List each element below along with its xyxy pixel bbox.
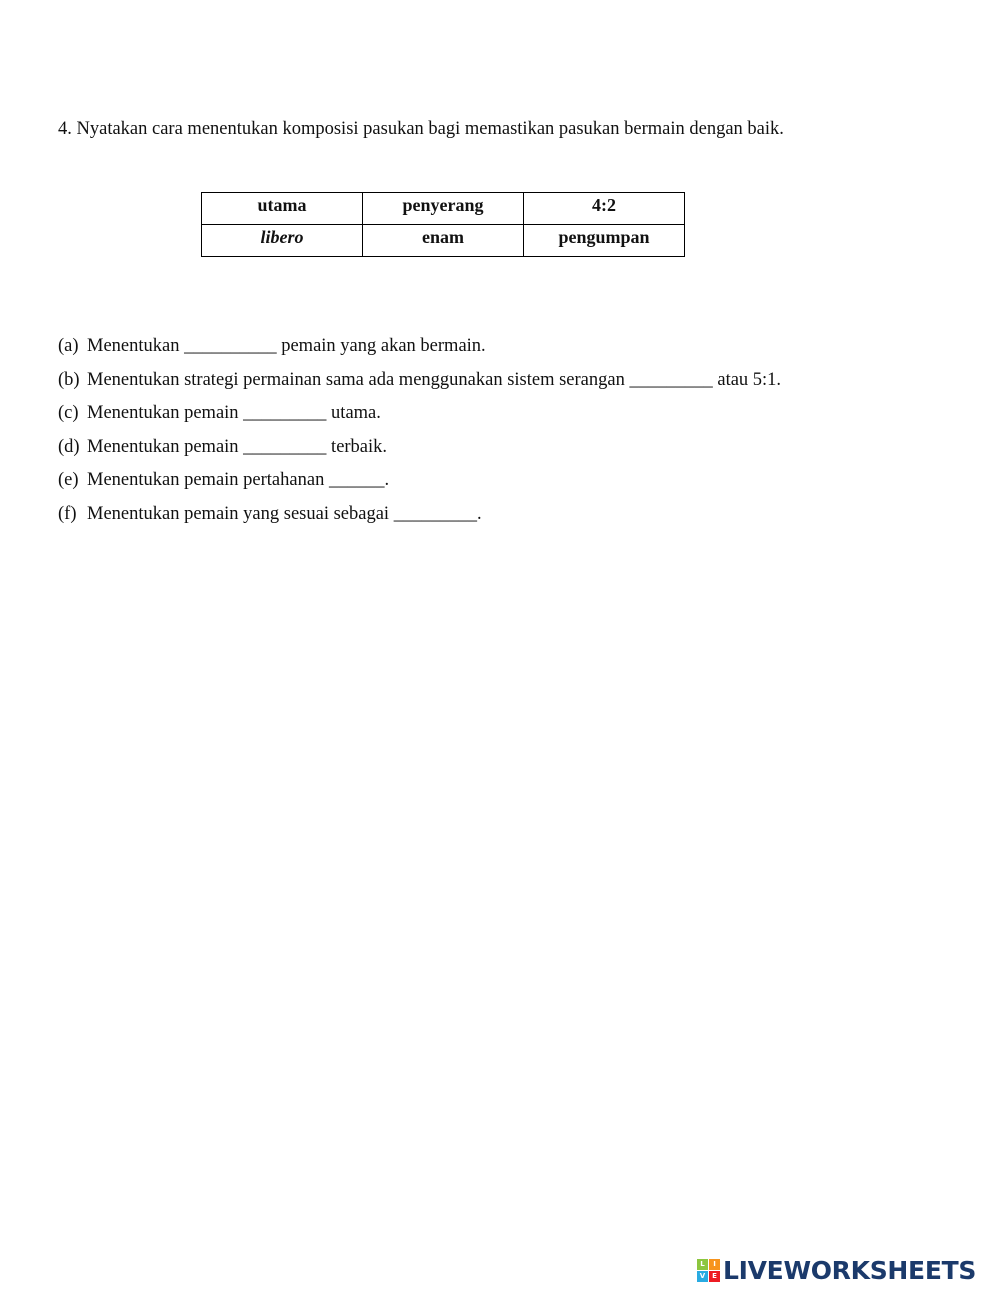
word-cell: pengumpan (524, 225, 685, 257)
logo-text: LIVEWORKSHEETS (723, 1255, 977, 1285)
item-text[interactable]: Menentukan pemain _________ terbaik. (87, 436, 388, 457)
word-cell: 4:2 (524, 193, 685, 225)
list-item (58, 368, 781, 402)
logo-square: I (709, 1259, 720, 1270)
fill-in-list (58, 334, 781, 536)
word-bank-table (201, 192, 685, 257)
word-cell: enam (363, 225, 524, 257)
list-item (58, 468, 781, 502)
item-label: (d) (58, 436, 80, 457)
item-label: (e) (58, 470, 79, 491)
item-text[interactable]: Menentukan __________ pemain yang akan bermain. (87, 336, 486, 356)
table-row (202, 193, 685, 225)
item-label: (f) (58, 503, 77, 524)
list-item (58, 502, 781, 536)
word-cell: utama (202, 193, 363, 225)
list-item (58, 334, 781, 368)
table-row (202, 225, 685, 257)
list-item (58, 401, 781, 435)
question-text: 4. Nyatakan cara menentukan komposisi pasukan bagi memastikan pasukan bermain dengan baik. (58, 119, 784, 139)
logo-square: E (709, 1271, 720, 1282)
logo-square: V (697, 1271, 708, 1282)
word-cell: libero (202, 225, 363, 257)
word-cell: penyerang (363, 193, 524, 225)
item-text[interactable]: Menentukan pemain yang sesuai sebagai _________. (87, 503, 482, 524)
item-label: (b) (58, 369, 80, 390)
item-text[interactable]: Menentukan pemain _________ utama. (87, 403, 381, 424)
item-text[interactable]: Menentukan strategi permainan sama ada menggunakan sistem serangan _________ atau 5:1. (87, 369, 782, 390)
liveworksheets-logo[interactable] (697, 1255, 976, 1285)
item-label: (c) (58, 403, 79, 424)
logo-squares-icon (697, 1259, 720, 1282)
item-text[interactable]: Menentukan pemain pertahanan ______. (87, 470, 390, 491)
list-item (58, 435, 781, 469)
logo-square: L (697, 1259, 708, 1270)
item-label: (a) (58, 336, 79, 356)
